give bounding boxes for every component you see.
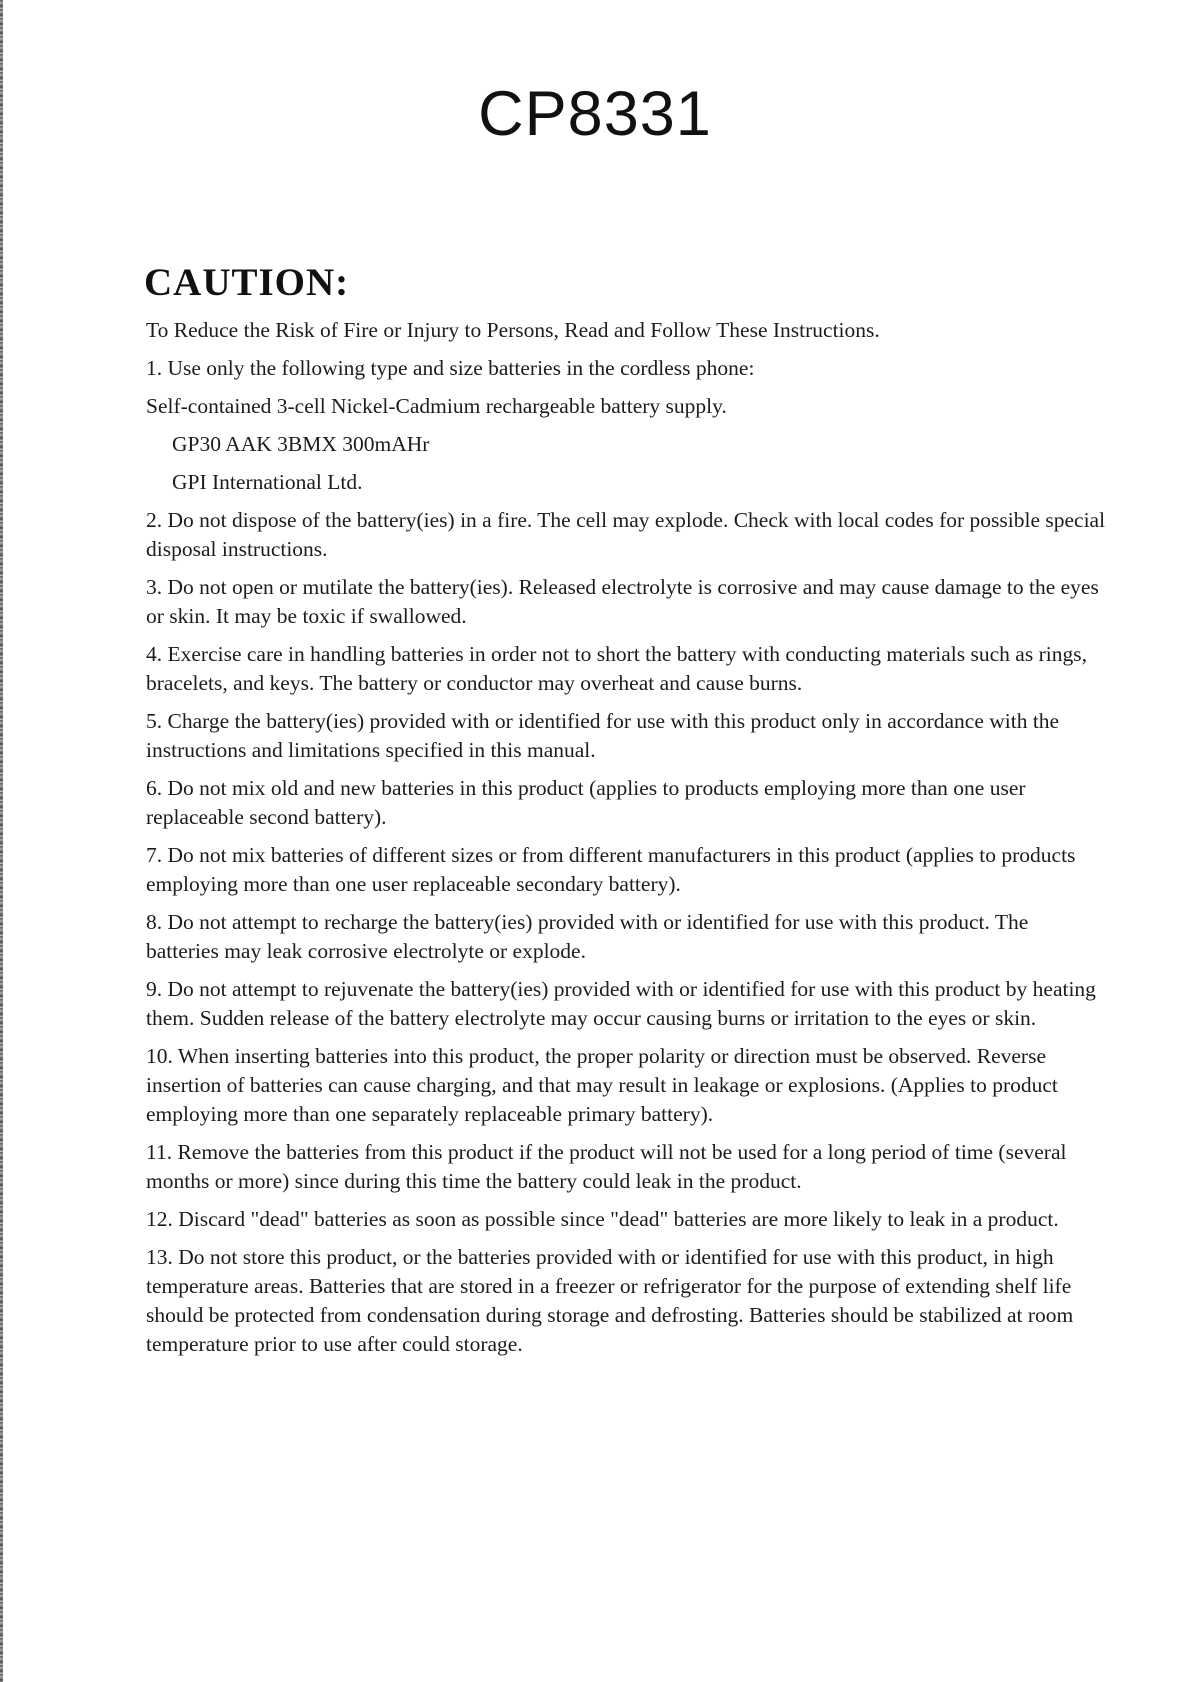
battery-maker: GPI International Ltd. xyxy=(172,470,363,494)
item-2: 2. Do not dispose of the battery(ies) in a fire. The cell may explode. Check with local codes for possible special disposal instructions. xyxy=(146,508,1106,561)
item-11: 11. Remove the batteries from this product if the product will not be used for a long period of time (several months or more) since during this time the battery could leak in the product. xyxy=(146,1140,1067,1193)
item-4: 4. Exercise care in handling batteries in order not to short the battery with conducting materials such as rings, bracelets, and keys. The battery or conductor may overheat and cause burns. xyxy=(146,642,1087,695)
item-3: 3. Do not open or mutilate the battery(ies). Released electrolyte is corrosive and may cause damage to the eyes or skin. It may be toxic if swallowed. xyxy=(146,575,1099,628)
model-number: CP8331 xyxy=(478,79,712,149)
item-9: 9. Do not attempt to rejuvenate the battery(ies) provided with or identified for use with this product by heating them. Sudden release of the battery electrolyte may occur causing burns or irritation to the eyes or skin. xyxy=(146,977,1096,1030)
battery-model: GP30 AAK 3BMX 300mAHr xyxy=(172,432,430,456)
item-12: 12. Discard "dead" batteries as soon as possible since "dead" batteries are more likely to leak in a product. xyxy=(146,1207,1059,1231)
item-8: 8. Do not attempt to recharge the battery(ies) provided with or identified for use with this product. The batteries may leak corrosive electrolyte or explode. xyxy=(146,910,1029,963)
item-5: 5. Charge the battery(ies) provided with or identified for use with this product only in accordance with the instructions and limitations specified in this manual. xyxy=(146,709,1060,762)
item-7: 7. Do not mix batteries of different sizes or from different manufacturers in this product (applies to products employing more than one user replaceable secondary battery). xyxy=(146,843,1076,896)
caution-heading: CAUTION: xyxy=(144,261,350,304)
item-1: 1. Use only the following type and size batteries in the cordless phone: xyxy=(146,356,755,380)
intro-text: To Reduce the Risk of Fire or Injury to Persons, Read and Follow These Instructions. xyxy=(146,318,880,342)
item-13: 13. Do not store this product, or the batteries provided with or identified for use with this product, in high temperature areas. Batteries that are stored in a freezer or refrigerator for the purpose of extending shelf life should be protected from condensation during storage and defrosting. Batteries should be stabilized at room temperature prior to use after could storage. xyxy=(146,1245,1074,1356)
item-10: 10. When inserting batteries into this product, the proper polarity or direction must be observed. Reverse insertion of batteries can cause charging, and that may result in leakage or explosions. (Applies to product employing more than one separately replaceable primary battery). xyxy=(146,1044,1058,1126)
scan-edge xyxy=(0,0,3,1682)
battery-description: Self-contained 3-cell Nickel-Cadmium rechargeable battery supply. xyxy=(146,394,727,418)
caution-section xyxy=(146,260,1106,1368)
item-6: 6. Do not mix old and new batteries in this product (applies to products employing more than one user replaceable second battery). xyxy=(146,776,1026,829)
